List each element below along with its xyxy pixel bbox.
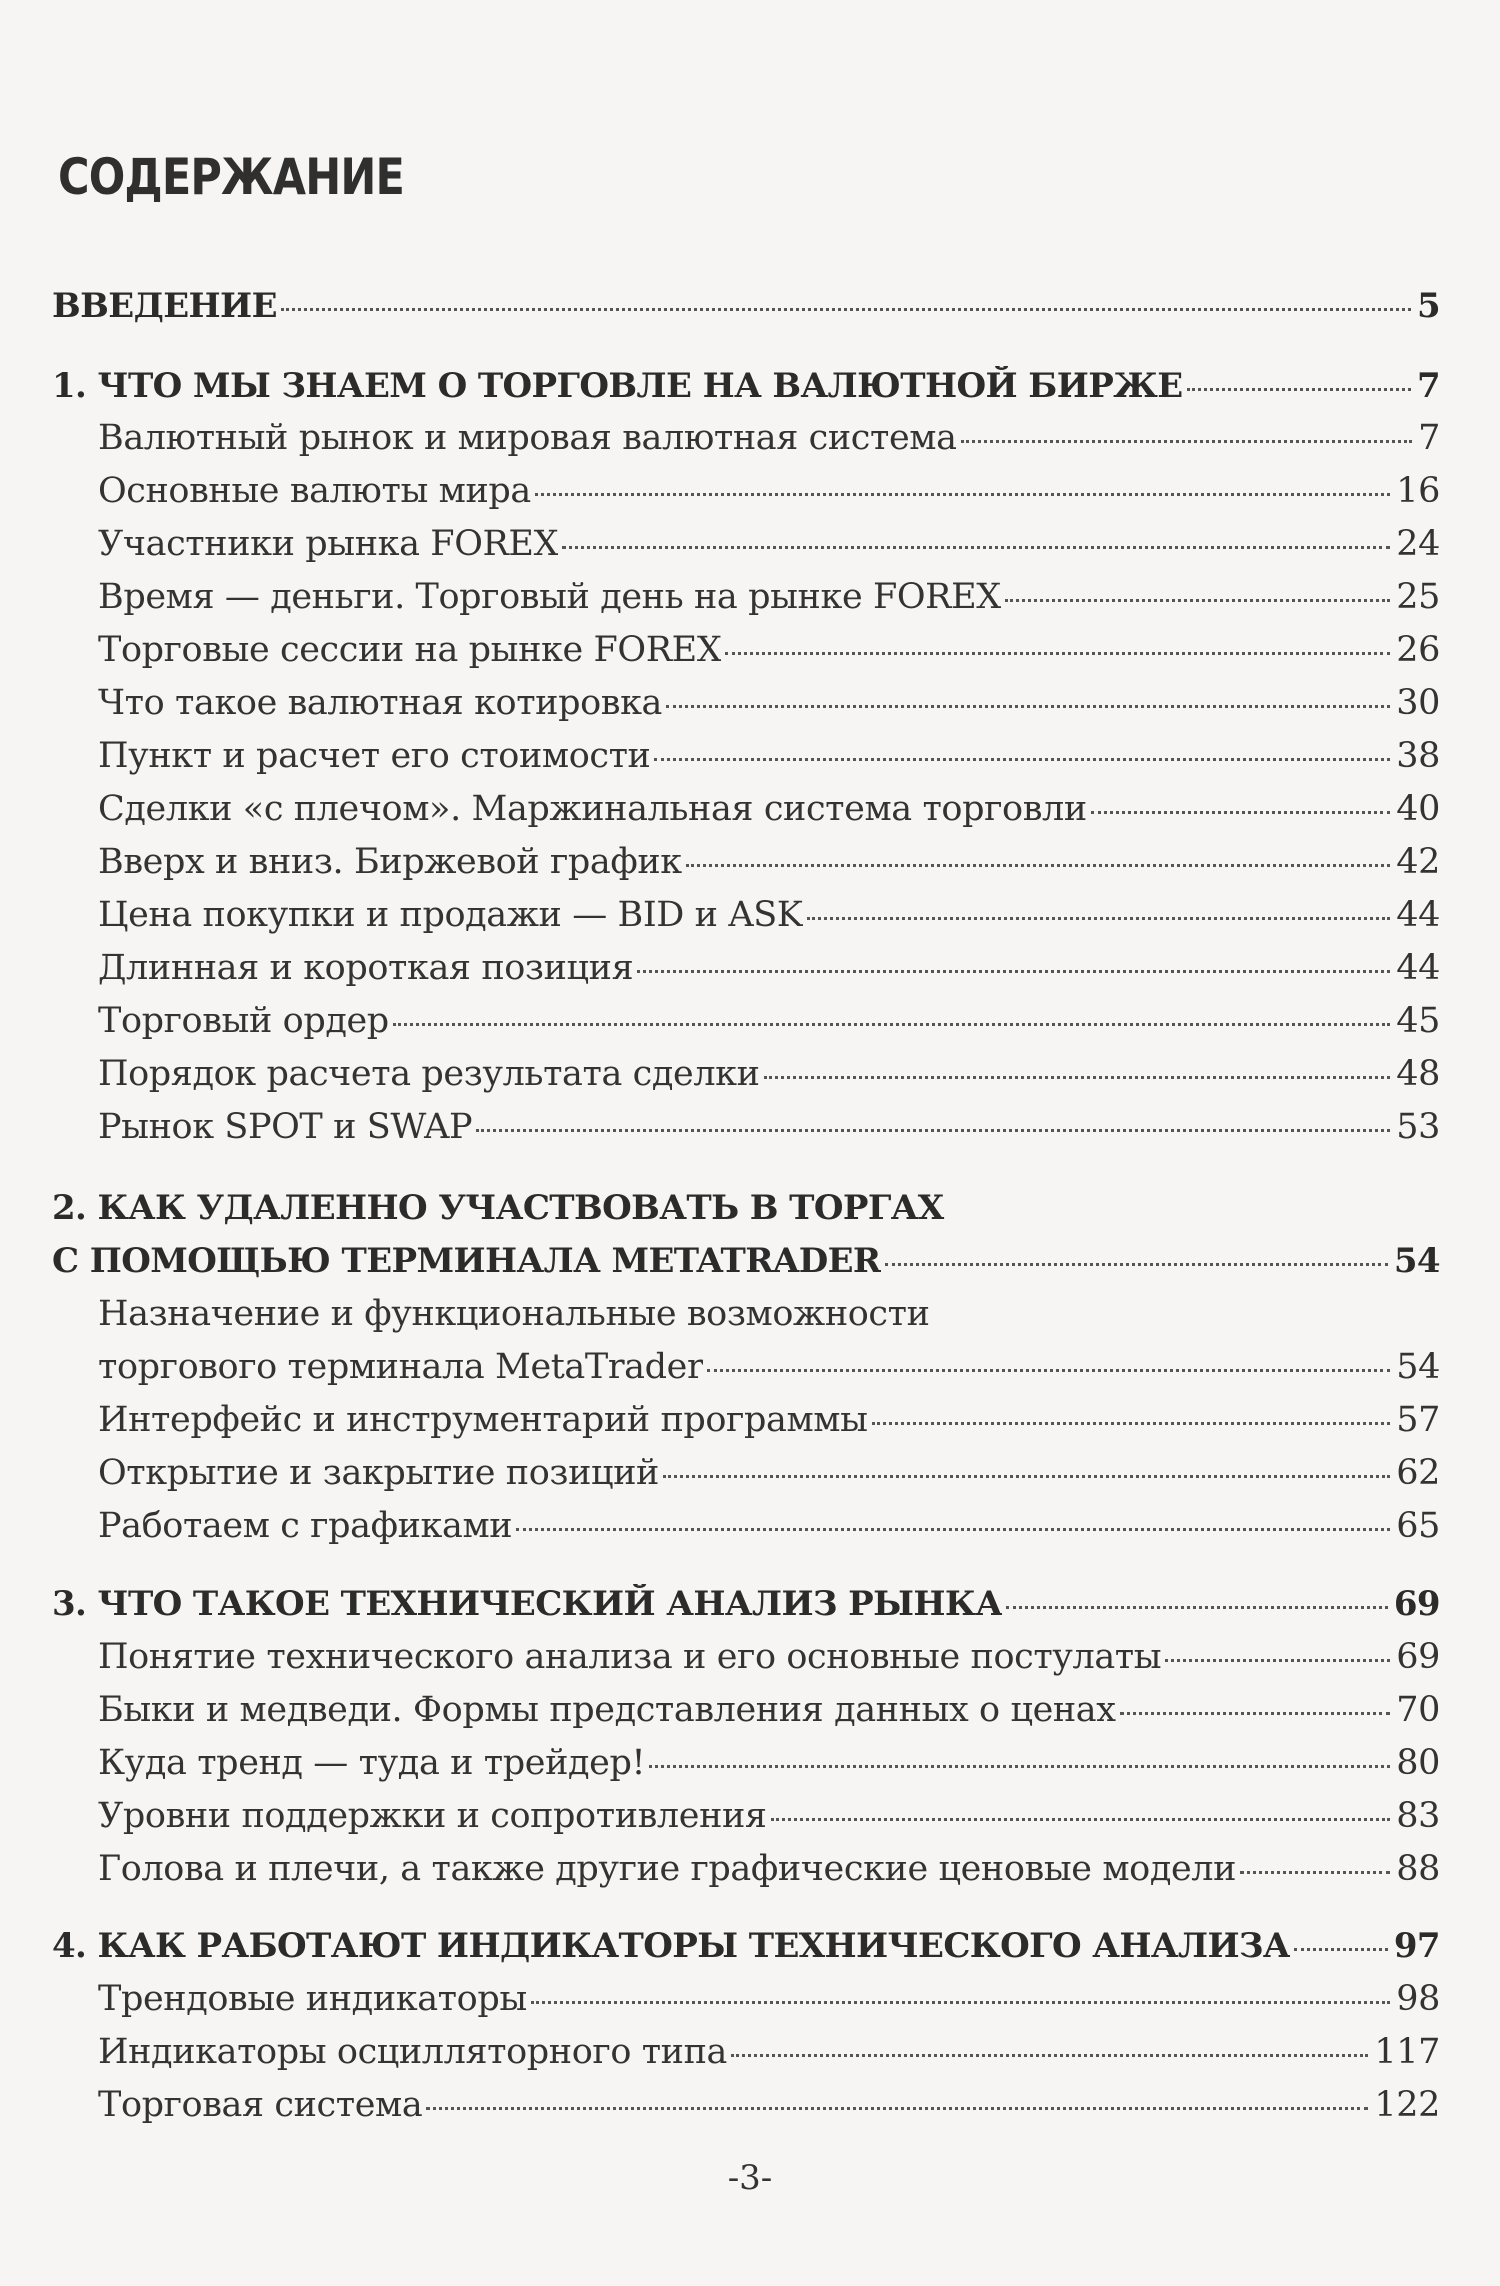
toc-entry-section[interactable] [98,1001,1440,1041]
dot-leader [1006,1606,1388,1609]
toc-entry-label: Открытие и закрытие позиций [98,1453,659,1493]
toc-page-number: 16 [1396,471,1440,511]
toc-entry-label: Трендовые индикаторы [98,1979,527,2019]
toc-entry-label: 4. КАК РАБОТАЮТ ИНДИКАТОРЫ ТЕХНИЧЕСКОГО АНАЛИЗА [52,1926,1290,1966]
toc-entry-section[interactable] [98,1796,1440,1836]
toc-entry-section[interactable] [98,948,1440,988]
toc-entry-label: Понятие технического анализа и его основные постулаты [98,1637,1162,1677]
dot-leader [516,1528,1390,1531]
toc-page-number: 83 [1396,1796,1440,1836]
toc-entry-section[interactable] [98,1453,1440,1493]
toc-page-number: 69 [1396,1637,1440,1677]
toc-entry-introduction[interactable] [52,286,1440,326]
toc-page-number: 62 [1396,1453,1440,1493]
toc-entry-chapter-4[interactable] [52,1926,1440,1966]
toc-page-number: 44 [1396,948,1440,988]
dot-leader [654,758,1390,761]
toc-entry-section[interactable] [98,1054,1440,1094]
toc-page-number: 69 [1393,1584,1440,1624]
toc-page-number: 122 [1374,2085,1440,2125]
toc-entry-label: Быки и медведи. Формы представления данных о ценах [98,1690,1116,1730]
page-title: СОДЕРЖАНИЕ [58,148,404,206]
toc-entry-label: Сделки «с плечом». Маржинальная система торговли [98,789,1087,829]
toc-entry-section[interactable] [98,842,1440,882]
dot-leader [1005,599,1390,602]
toc-entry-label: Интерфейс и инструментарий программы [98,1400,868,1440]
toc-entry-section[interactable] [98,1849,1440,1889]
toc-entry-label: Время — деньги. Торговый день на рынке FOREX [98,577,1001,617]
toc-entry-label: Рынок SPOT и SWAP [98,1107,473,1147]
toc-entry-label: Что такое валютная котировка [98,683,663,723]
toc-entry-section[interactable] [98,630,1440,670]
dot-leader [885,1263,1388,1266]
toc-entry-chapter-2-line1[interactable]: 2. КАК УДАЛЕННО УЧАСТВОВАТЬ В ТОРГАХ [52,1188,944,1228]
dot-leader [872,1422,1391,1425]
dot-leader [731,2054,1368,2057]
toc-entry-section-line1[interactable]: Назначение и функциональные возможности [98,1294,930,1334]
toc-page-number: 70 [1396,1690,1440,1730]
toc-entry-section[interactable] [98,524,1440,564]
toc-entry-section[interactable] [98,471,1440,511]
dot-leader [281,308,1411,311]
toc-page-number: 42 [1396,842,1440,882]
toc-entry-label: 3. ЧТО ТАКОЕ ТЕХНИЧЕСКИЙ АНАЛИЗ РЫНКА [52,1584,1003,1624]
dot-leader [531,2001,1390,2004]
toc-entry-label: Порядок расчета результата сделки [98,1054,760,1094]
toc-entry-label: Пункт и расчет его стоимости [98,736,651,776]
toc-entry-label: С ПОМОЩЬЮ ТЕРМИНАЛА METATRADER [52,1241,881,1281]
dot-leader [707,1369,1390,1372]
toc-entry-label: Работаем с графиками [98,1506,513,1546]
dot-leader [1240,1871,1390,1874]
toc-entry-label: Торговая система [98,2085,423,2125]
toc-entry-label: Индикаторы осцилляторного типа [98,2032,728,2072]
dot-leader [764,1076,1391,1079]
dot-leader [1091,811,1390,814]
dot-leader [1120,1712,1391,1715]
toc-entry-label: Основные валюты мира [98,471,531,511]
dot-leader [649,1765,1390,1768]
toc-page-number: 53 [1396,1107,1440,1147]
dot-leader [476,1129,1390,1132]
dot-leader [426,2107,1368,2110]
toc-entry-label: Участники рынка FOREX [98,524,559,564]
toc-entry-label: Длинная и короткая позиция [98,948,634,988]
dot-leader [393,1023,1390,1026]
toc-page-number: 45 [1396,1001,1440,1041]
toc-entry-section[interactable] [98,1690,1440,1730]
toc-entry-section[interactable] [98,895,1440,935]
dot-leader [535,493,1390,496]
toc-entry-label: 1. ЧТО МЫ ЗНАЕМ О ТОРГОВЛЕ НА ВАЛЮТНОЙ БИРЖЕ [52,366,1183,406]
toc-entry-label: Торговый ордер [98,1001,389,1041]
dot-leader [807,917,1391,920]
toc-entry-section[interactable] [98,683,1440,723]
toc-entry-section[interactable] [98,1107,1440,1147]
dot-leader [961,440,1413,443]
dot-leader [663,1475,1390,1478]
dot-leader [562,546,1390,549]
toc-entry-label: ВВЕДЕНИЕ [52,286,277,326]
toc-page-number: 30 [1396,683,1440,723]
toc-entry-label: Цена покупки и продажи — BID и ASK [98,895,803,935]
toc-entry-label: Уровни поддержки и сопротивления [98,1796,767,1836]
dot-leader [725,652,1390,655]
toc-page-number: 98 [1396,1979,1440,2019]
toc-entry-label: Вверх и вниз. Биржевой график [98,842,682,882]
dot-leader [1294,1948,1388,1951]
toc-entry-label: Голова и плечи, а также другие графические ценовые модели [98,1849,1237,1889]
toc-entry-chapter-2[interactable] [52,1241,1440,1281]
toc-page-number: 54 [1396,1347,1440,1387]
toc-entry-section[interactable] [98,1506,1440,1546]
toc-page-number: 5 [1416,286,1440,326]
toc-page-number: 57 [1396,1400,1440,1440]
toc-page-number: 80 [1396,1743,1440,1783]
toc-entry-label: Куда тренд — туда и трейдер! [98,1743,646,1783]
dot-leader [637,970,1390,973]
toc-entry-section[interactable] [98,736,1440,776]
toc-entry-section[interactable] [98,1743,1440,1783]
toc-page-number: 65 [1396,1506,1440,1546]
toc-page-number: 97 [1393,1926,1440,1966]
toc-entry-section[interactable] [98,789,1440,829]
toc-page-number: 24 [1396,524,1440,564]
dot-leader [1165,1659,1390,1662]
toc-entry-label: торгового терминала MetaTrader [98,1347,704,1387]
toc-page-number: 117 [1374,2032,1440,2072]
toc-entry-section[interactable] [98,2032,1440,2072]
toc-entry-section[interactable] [98,577,1440,617]
toc-entry-chapter-3[interactable] [52,1584,1440,1624]
toc-page-number: 7 [1416,366,1440,406]
toc-page-number: 88 [1396,1849,1440,1889]
dot-leader [686,864,1390,867]
toc-entry-section[interactable] [98,1347,1440,1387]
toc-page-number: 26 [1396,630,1440,670]
toc-entry-section[interactable] [98,1979,1440,2019]
toc-page-number: 40 [1396,789,1440,829]
toc-page-number: 54 [1393,1241,1440,1281]
toc-page-number: 44 [1396,895,1440,935]
toc-entry-section[interactable] [98,418,1440,458]
dot-leader [666,705,1390,708]
toc-page-number: 38 [1396,736,1440,776]
toc-page-number: 7 [1418,418,1440,458]
dot-leader [1187,388,1411,391]
toc-page-number: 25 [1396,577,1440,617]
page-number-footer: -3- [727,2158,773,2198]
toc-page-number: 48 [1396,1054,1440,1094]
dot-leader [771,1818,1391,1821]
toc-entry-label: Валютный рынок и мировая валютная система [98,418,957,458]
toc-entry-label: Торговые сессии на рынке FOREX [98,630,722,670]
toc-entry-section[interactable] [98,1637,1440,1677]
toc-entry-section[interactable] [98,1400,1440,1440]
toc-entry-section[interactable] [98,2085,1440,2125]
toc-entry-chapter-1[interactable] [52,366,1440,406]
